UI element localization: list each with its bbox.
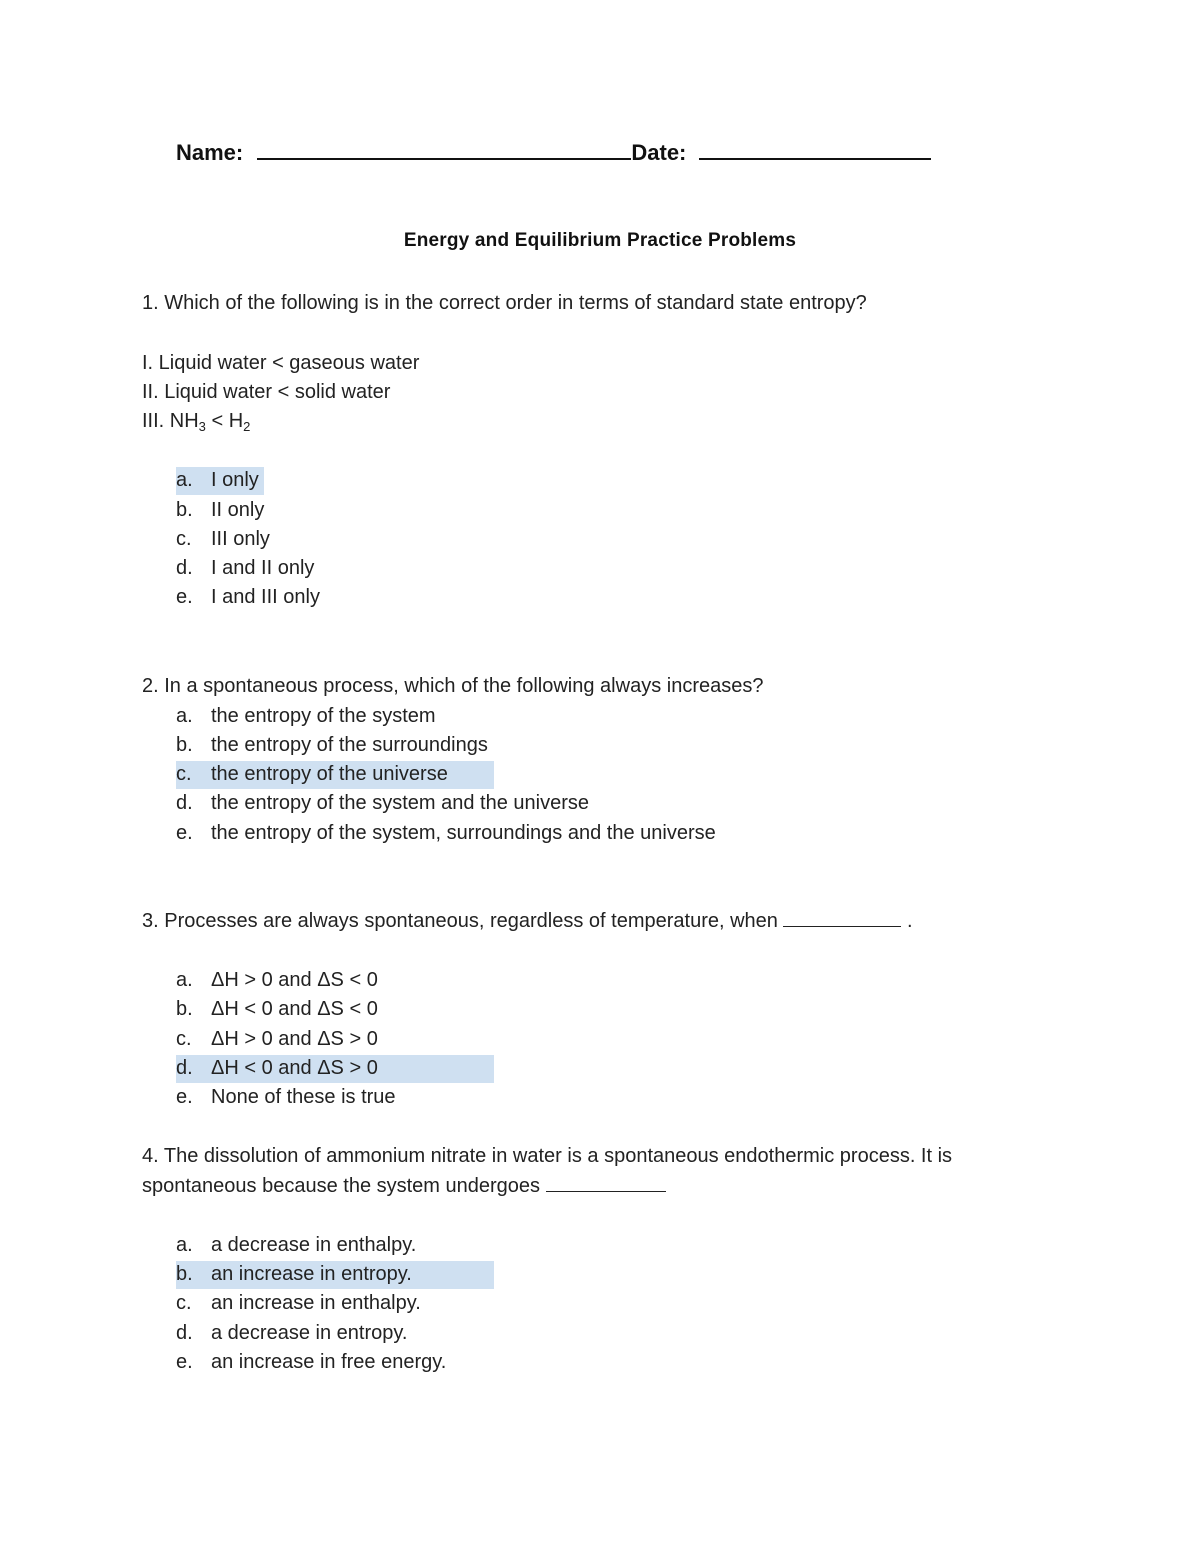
question-3-stem-before: 3. Processes are always spontaneous, regardless of temperature, when [142,910,778,932]
option-letter: a. [176,969,193,991]
option-letter: c. [176,1292,192,1314]
option-text: the entropy of the system, surroundings and the universe [211,822,716,844]
option-letter: e. [176,1351,193,1373]
option-text: ΔH < 0 and ΔS < 0 [211,998,378,1020]
option-letter: c. [176,763,192,785]
option-letter: e. [176,586,193,608]
option-letter: a. [176,705,193,727]
question-1-stem: 1. Which of the following is in the correct order in terms of standard state entropy? [142,292,867,314]
date-label: Date: [631,140,687,165]
option-letter: b. [176,998,193,1020]
option-text: III only [211,528,270,550]
statement-3-mid: < H [205,410,244,432]
question-3-stem-after: . [907,910,913,932]
option-text: a decrease in entropy. [211,1322,408,1344]
option-letter: d. [176,1057,193,1079]
statement-3 [142,410,250,434]
option-text: the entropy of the universe [211,763,448,785]
option-text: an increase in entropy. [211,1263,412,1285]
question-4-stem-line2 [142,1175,666,1198]
option-letter: a. [176,1234,193,1256]
option-text: a decrease in enthalpy. [211,1234,417,1256]
question-4-stem-line2-text: spontaneous because the system undergoes [142,1175,541,1197]
option-text: ΔH < 0 and ΔS > 0 [211,1057,378,1079]
option-letter: b. [176,734,193,756]
option-text: II only [211,499,265,521]
option-text: an increase in enthalpy. [211,1292,421,1314]
option-letter: d. [176,1322,193,1344]
statement-1: I. Liquid water < gaseous water [142,352,420,374]
question-2-stem: 2. In a spontaneous process, which of the following always increases? [142,675,764,697]
option-text: I only [211,469,259,491]
option-letter: c. [176,528,192,550]
q4-option-b[interactable] [176,1261,494,1289]
question-3-stem [142,910,913,933]
option-letter: e. [176,822,193,844]
option-letter: d. [176,557,193,579]
date-blank[interactable] [699,140,931,160]
q3-option-d[interactable] [176,1055,494,1083]
option-text: ΔH > 0 and ΔS > 0 [211,1028,378,1050]
option-letter: a. [176,469,193,491]
answer-blank [546,1175,666,1192]
statement-2: II. Liquid water < solid water [142,381,391,403]
option-letter: b. [176,499,193,521]
page-title: Energy and Equilibrium Practice Problems [403,230,797,251]
q1-option-a[interactable] [176,467,264,495]
option-letter: c. [176,1028,192,1050]
option-text: I and III only [211,586,320,608]
name-blank[interactable] [257,140,631,160]
name-label: Name: [176,140,244,165]
statement-3-sub1: 3 [198,419,206,434]
option-text: the entropy of the surroundings [211,734,488,756]
option-text: the entropy of the system and the universe [211,792,589,814]
answer-blank [783,910,901,927]
option-text: ΔH > 0 and ΔS < 0 [211,969,378,991]
option-letter: e. [176,1086,193,1108]
option-letter: b. [176,1263,193,1285]
option-letter: d. [176,792,193,814]
option-text: I and II only [211,557,315,579]
q2-option-c[interactable] [176,761,494,789]
option-text: the entropy of the system [211,705,436,727]
statement-3-sub2: 2 [243,419,251,434]
option-text: None of these is true [211,1086,396,1108]
question-4-stem-line1: 4. The dissolution of ammonium nitrate in water is a spontaneous endothermic process. It is [142,1145,953,1167]
statement-3-prefix: III. NH [142,410,199,432]
name-date-line [176,140,931,166]
option-text: an increase in free energy. [211,1351,447,1373]
